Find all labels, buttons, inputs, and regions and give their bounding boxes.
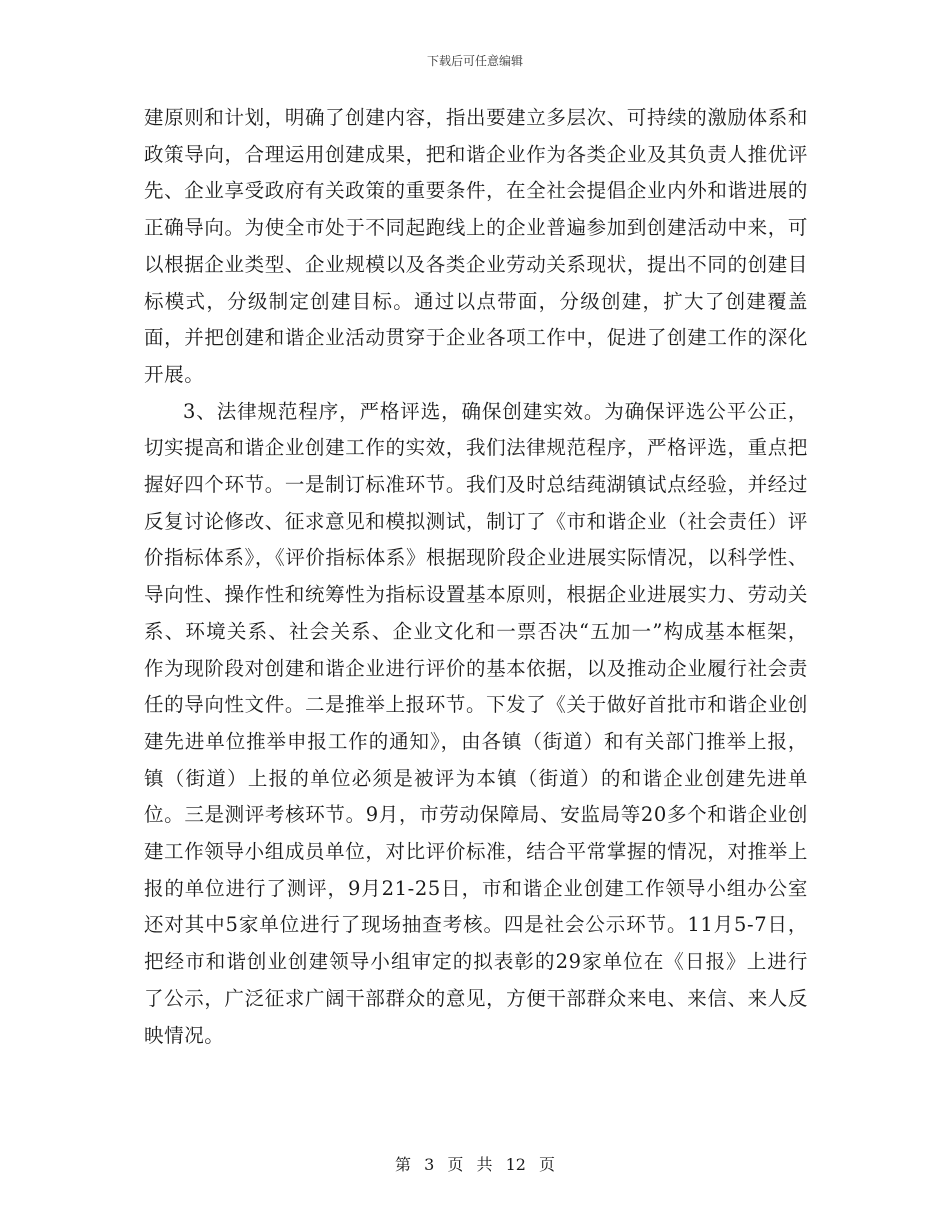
footer-suffix: 页	[539, 1155, 556, 1174]
footer-page-unit: 页	[447, 1155, 464, 1174]
page-header-note: 下载后可任意编辑	[426, 54, 523, 68]
paragraph-section-3: 3、法律规范程序，严格评选，确保创建实效。为确保评选公平公正，切实提高和谐企业创建工作的实效，我们法律规范程序，严格评选，重点把握好四个环节。一是制订标准环节。我们及时总结莼湖镇试点经验，并经过反复讨论修改、征求意见和模拟测试，制订了《市和谐企业（社会责任）评价指标体系》，《评价指标体系》根据现阶段企业进展实际情况，以科学性、导向性、操作性和统筹性为指标设置基本原则，根据企业进展实力、劳动关系、环境关系、社会关系、企业文化和一票否决“五加一”构成基本框架，作为现阶段对创建和谐企业进行评价的基本依据，以及推动企业履行社会责任的导向性文件。二是推举上报环节。下发了《关于做好首批市和谐企业创建先进单位推举申报工作的通知》，由各镇（街道）和有关部门推举上报，镇（街道）上报的单位必须是被评为本镇（街道）的和谐企业创建先进单位。三是测评考核环节。9月，市劳动保障局、安监局等20多个和谐企业创建工作领导小组成员单位，对比评价标准，结合平常掌握的情况，对推举上报的单位进行了测评，9月21-25日，市和谐企业创建工作领导小组办公室还对其中5家单位进行了现场抽查考核。四是社会公示环节。11月5-7日，把经市和谐创业创建领导小组审定的拟表彰的29家单位在《日报》上进行了公示，广泛征求广阔干部群众的意见，方便干部群众来电、来信、来人反映情况。	[144, 399, 808, 1047]
footer-current-page: 3	[424, 1155, 435, 1174]
footer-total-pages: 12	[505, 1155, 526, 1174]
paragraph-continuation: 建原则和计划，明确了创建内容，指出要建立多层次、可持续的激励体系和政策导向，合理运用创建成果，把和谐企业作为各类企业及其负责人推优评先、企业享受政府有关政策的重要条件，在全社会提倡企业内外和谐进展的正确导向。为使全市处于不同起跑线上的企业普遍参加到创建活动中来，可以根据企业类型、企业规模以及各类企业劳动关系现状，提出不同的创建目标模式，分级制定创建目标。通过以点带面，分级创建，扩大了创建覆盖面，并把创建和谐企业活动贯穿于企业各项工作中，促进了创建工作的深化开展。	[144, 106, 808, 386]
document-body	[144, 100, 808, 1054]
page-footer	[0, 1154, 950, 1176]
footer-prefix: 第	[394, 1155, 411, 1174]
footer-total-label: 共	[476, 1155, 493, 1174]
